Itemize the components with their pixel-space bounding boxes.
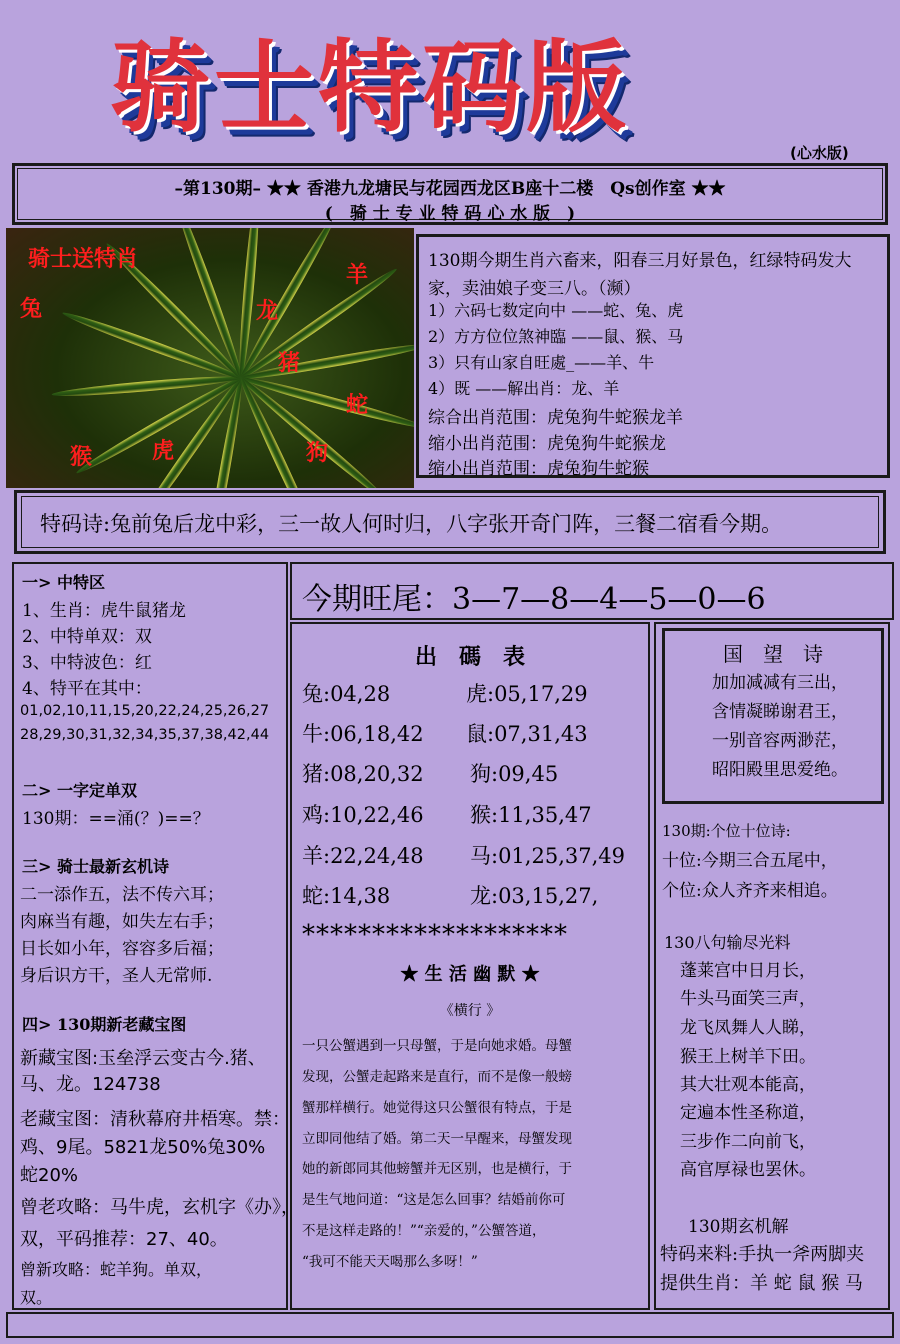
lucky-tail: 今期旺尾：3—7—8—4—5—0—6 <box>302 582 766 617</box>
treasure-text: 曾老攻略：马牛虎，玄机字《办》， <box>20 1197 299 1218</box>
eight-verse-line: 定遍本性圣称道， <box>680 1103 816 1123</box>
zodiac-label: 狗 <box>306 441 329 466</box>
country-poem-line: 加加减减有三出， <box>712 673 848 693</box>
number-list: 01,02,10,11,15,20,22,24,25,26,27 <box>20 703 270 719</box>
code-entry: 猴:11,35,47 <box>470 803 592 827</box>
range-line: 缩小出肖范围：虎兔狗牛蛇猴 <box>428 459 649 479</box>
treasure-text: 新藏宝图:玉垒浮云变古今.猪、 <box>20 1048 266 1069</box>
eight-verse-line: 蓬莱宫中日月长， <box>680 961 816 981</box>
digit-poem-title: 130期:个位十位诗: <box>662 822 791 840</box>
story-line: 蟹那样横行。她觉得这只公蟹很有特点，于是 <box>302 1100 572 1116</box>
eight-verse-line: 龙飞凤舞人人睇， <box>680 1018 816 1038</box>
odd-even-text: 130期：==涌(？)==？ <box>22 809 210 829</box>
country-poem-line: 含情凝睇谢君王， <box>712 702 848 722</box>
code-entry: 羊:22,24,48 <box>302 844 424 868</box>
edition-label: (心水版) <box>790 144 849 162</box>
code-entry: 虎:05,17,29 <box>466 682 588 706</box>
section-title: 三> 骑士最新玄机诗 <box>22 857 169 876</box>
treasure-text: 双，平码推荐：27、40。 <box>20 1229 228 1250</box>
special-item: 1、生肖：虎牛鼠猪龙 <box>22 601 186 621</box>
zodiac-label: 虎 <box>152 439 175 464</box>
zodiac-label: 龙 <box>256 299 279 324</box>
story-line: “我可不能天天喝那么多呀！” <box>302 1254 478 1270</box>
zodiac-label: 猴 <box>70 445 93 470</box>
eight-verse-title: 130八句输尽光料 <box>664 933 791 952</box>
treasure-text: 双。 <box>20 1288 53 1307</box>
zodiac-label: 兔 <box>20 297 43 322</box>
digit-poem-line: 十位:今期三合五尾中， <box>662 851 838 871</box>
code-entry: 狗:09,45 <box>470 762 559 786</box>
section-title: 二> 一字定单双 <box>22 781 137 800</box>
mystery-solve-line: 提供生肖：羊 蛇 鼠 猴 马 <box>660 1273 863 1294</box>
treasure-text: 鸡、9尾。5821龙50%兔30% <box>20 1137 266 1158</box>
treasure-text: 马、龙。124738 <box>20 1074 161 1095</box>
divider-stars: ******************* <box>302 920 568 950</box>
footer-bar <box>6 1312 894 1338</box>
range-line: 综合出肖范围：虎兔狗牛蛇猴龙羊 <box>428 408 683 428</box>
header-address: –第130期– ★★ 香港九龙塘民与花园西龙区B座十二楼 Qs创作室 ★★ <box>174 179 726 199</box>
prediction-item: 3）只有山家自旺處_——羊、牛 <box>428 353 655 372</box>
photo-caption: 骑士送特肖 <box>28 247 139 272</box>
treasure-text: 曾新攻略：蛇羊狗。单双， <box>20 1260 213 1279</box>
range-line: 缩小出肖范围：虎兔狗牛蛇猴龙 <box>428 434 666 454</box>
mystery-poem-line: 日长如小年，容容多后福； <box>20 939 224 959</box>
plant-photo <box>6 228 414 488</box>
story-line: 不是这样走路的！”“亲爱的，”公蟹答道， <box>302 1223 546 1239</box>
eight-verse-line: 牛头马面笑三声， <box>680 989 816 1009</box>
eight-verse-line: 猴王上树羊下田。 <box>680 1047 816 1067</box>
code-entry: 猪:08,20,32 <box>302 762 424 786</box>
special-item: 3、中特波色：红 <box>22 653 152 673</box>
zodiac-label: 羊 <box>346 263 369 288</box>
prediction-intro: 130期今期生肖六畜来，阳春三月好景色，红绿特码发大 <box>428 251 852 271</box>
special-item: 2、中特单双：双 <box>22 627 152 647</box>
prediction-item: 2）方方位位煞神臨 ——鼠、猴、马 <box>428 327 684 346</box>
special-item: 4、特平在其中： <box>22 679 152 699</box>
code-table-title: 出 碼 表 <box>414 644 525 670</box>
section-title: 一> 中特区 <box>22 573 105 592</box>
code-entry: 蛇:14,38 <box>302 884 391 908</box>
code-entry: 牛:06,18,42 <box>302 722 424 746</box>
page-title: 骑士特码版 <box>110 29 630 146</box>
prediction-item: 4）既 ——解出肖：龙、羊 <box>428 379 620 398</box>
mystery-solve-title: 130期玄机解 <box>688 1217 789 1237</box>
code-entry: 兔:04,28 <box>302 682 391 706</box>
story-line: 立即同他结了婚。第二天一早醒来，母蟹发现 <box>302 1131 572 1147</box>
code-entry: 龙:03,15,27, <box>470 884 599 908</box>
story-line: 一只公蟹遇到一只母蟹，于是向她求婚。母蟹 <box>302 1038 572 1054</box>
humor-title: ★ 生 活 幽 默 ★ <box>400 964 540 985</box>
mystery-poem-line: 二一添作五，法不传六耳； <box>20 885 224 905</box>
story-line: 发现，公蟹走起路来是直行，而不是像一般螃 <box>302 1069 572 1085</box>
treasure-text: 老藏宝图：清秋幕府井梧寒。禁： <box>20 1109 290 1130</box>
number-list: 28,29,30,31,32,34,35,37,38,42,44 <box>20 727 270 743</box>
header-subtitle: ( 骑 士 专 业 特 码 心 水 版 ) <box>324 204 576 224</box>
code-entry: 马:01,25,37,49 <box>470 844 625 868</box>
story-title: 《横行 》 <box>439 1003 501 1019</box>
prediction-intro: 家，卖油娘子变三八。（濒） <box>428 279 641 299</box>
story-line: 她的新郎同其他螃蟹并无区别，也是横行，于 <box>302 1161 572 1177</box>
code-entry: 鸡:10,22,46 <box>302 803 424 827</box>
country-poem-title: 国 望 诗 <box>723 642 823 666</box>
mystery-solve-line: 特码来料:手执一斧两脚夹 <box>660 1244 865 1265</box>
section-title: 四> 130期新老藏宝图 <box>22 1015 187 1034</box>
eight-verse-line: 三步作二向前飞， <box>680 1132 816 1152</box>
poem-banner: 特码诗:兔前兔后龙中彩，三一故人何时归，八字张开奇门阵，三餐二宿看今期。 <box>40 512 783 536</box>
mystery-poem-line: 肉麻当有趣，如失左右手； <box>20 912 224 932</box>
zodiac-label: 蛇 <box>346 393 369 418</box>
digit-poem-line: 个位:众人齐齐来相追。 <box>662 881 838 901</box>
mystery-poem-line: 身后识方干，圣人无常师. <box>20 966 213 986</box>
story-line: 是生气地问道：“这是怎么回事？结婚前你可 <box>302 1192 566 1208</box>
treasure-text: 蛇20% <box>20 1165 79 1186</box>
eight-verse-line: 高官厚禄也罢休。 <box>680 1160 816 1180</box>
code-entry: 鼠:07,31,43 <box>466 722 588 746</box>
prediction-item: 1）六码七数定向中 ——蛇、兔、虎 <box>428 301 684 320</box>
country-poem-line: 一别音容两渺茫， <box>712 731 848 751</box>
eight-verse-line: 其大壮观本能高， <box>680 1075 816 1095</box>
zodiac-label: 猪 <box>278 351 301 376</box>
country-poem-line: 昭阳殿里思爱绝。 <box>712 760 848 780</box>
